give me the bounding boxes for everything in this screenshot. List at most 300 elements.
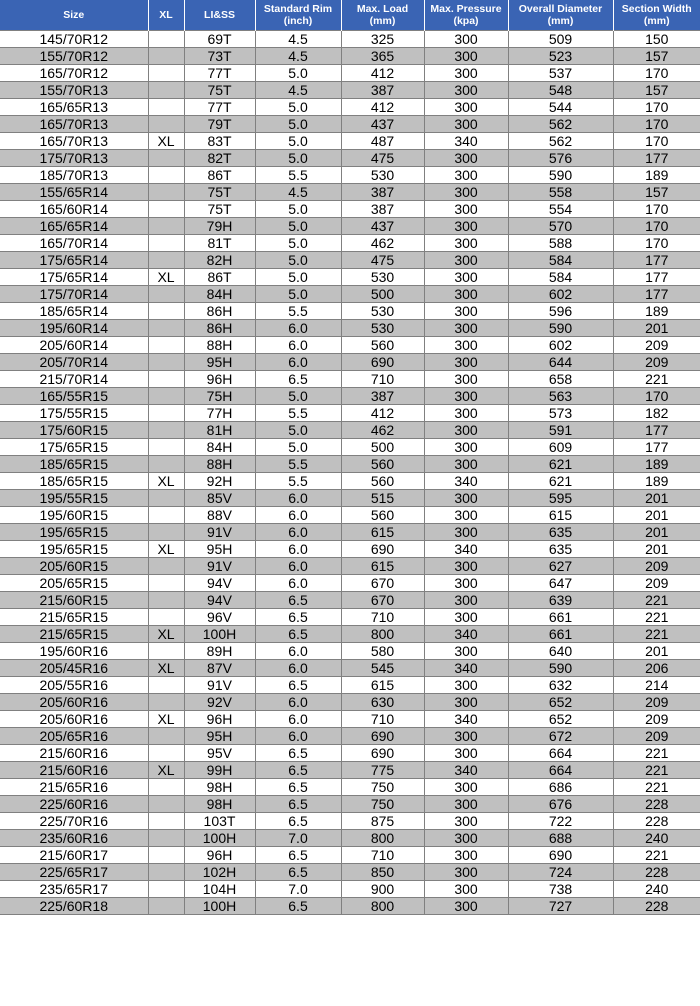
li-ss-cell: 69T — [184, 31, 255, 48]
size-cell: 145/70R12 — [0, 31, 148, 48]
pressure-cell: 340 — [424, 541, 508, 558]
rim-cell: 6.5 — [255, 677, 341, 694]
table-row — [0, 813, 700, 830]
xl-cell — [148, 99, 184, 116]
rim-cell: 4.5 — [255, 31, 341, 48]
rim-cell: 6.5 — [255, 813, 341, 830]
xl-cell — [148, 847, 184, 864]
table-row — [0, 405, 700, 422]
diameter-cell: 615 — [508, 507, 613, 524]
size-cell: 165/65R13 — [0, 99, 148, 116]
table-row — [0, 133, 700, 150]
load-cell: 412 — [341, 65, 424, 82]
pressure-cell: 300 — [424, 201, 508, 218]
rim-cell: 6.0 — [255, 507, 341, 524]
rim-cell: 4.5 — [255, 48, 341, 65]
load-cell: 560 — [341, 456, 424, 473]
load-cell: 412 — [341, 99, 424, 116]
pressure-cell: 300 — [424, 218, 508, 235]
size-cell: 215/70R14 — [0, 371, 148, 388]
li-ss-cell: 73T — [184, 48, 255, 65]
load-cell: 690 — [341, 541, 424, 558]
diameter-cell: 652 — [508, 694, 613, 711]
size-cell: 215/65R15 — [0, 609, 148, 626]
size-cell: 205/60R15 — [0, 558, 148, 575]
section-width-cell: 201 — [613, 524, 700, 541]
li-ss-cell: 79T — [184, 116, 255, 133]
load-cell: 500 — [341, 286, 424, 303]
diameter-cell: 621 — [508, 456, 613, 473]
size-cell: 215/60R17 — [0, 847, 148, 864]
load-cell: 545 — [341, 660, 424, 677]
diameter-cell: 722 — [508, 813, 613, 830]
rim-cell: 6.5 — [255, 745, 341, 762]
li-ss-cell: 82T — [184, 150, 255, 167]
pressure-cell: 300 — [424, 286, 508, 303]
size-cell: 215/60R16 — [0, 745, 148, 762]
size-cell: 205/55R16 — [0, 677, 148, 694]
load-cell: 670 — [341, 575, 424, 592]
size-cell: 185/65R15 — [0, 473, 148, 490]
load-cell: 615 — [341, 524, 424, 541]
xl-cell: XL — [148, 269, 184, 286]
rim-cell: 6.0 — [255, 711, 341, 728]
size-cell: 155/65R14 — [0, 184, 148, 201]
load-cell: 437 — [341, 218, 424, 235]
table-row — [0, 898, 700, 915]
load-cell: 800 — [341, 626, 424, 643]
pressure-cell: 300 — [424, 422, 508, 439]
table-row — [0, 473, 700, 490]
section-width-cell: 170 — [613, 235, 700, 252]
li-ss-cell: 104H — [184, 881, 255, 898]
table-row — [0, 65, 700, 82]
size-cell: 205/60R16 — [0, 694, 148, 711]
pressure-cell: 300 — [424, 337, 508, 354]
diameter-cell: 639 — [508, 592, 613, 609]
xl-cell — [148, 371, 184, 388]
section-width-cell: 177 — [613, 439, 700, 456]
size-cell: 225/60R16 — [0, 796, 148, 813]
xl-cell — [148, 796, 184, 813]
table-row — [0, 626, 700, 643]
xl-cell — [148, 218, 184, 235]
li-ss-cell: 92H — [184, 473, 255, 490]
section-width-cell: 209 — [613, 728, 700, 745]
table-row — [0, 456, 700, 473]
xl-cell — [148, 184, 184, 201]
section-width-cell: 228 — [613, 898, 700, 915]
rim-cell: 5.5 — [255, 167, 341, 184]
diameter-cell: 576 — [508, 150, 613, 167]
diameter-cell: 537 — [508, 65, 613, 82]
load-cell: 690 — [341, 745, 424, 762]
section-width-cell: 170 — [613, 388, 700, 405]
section-width-cell: 170 — [613, 99, 700, 116]
load-cell: 325 — [341, 31, 424, 48]
pressure-cell: 300 — [424, 813, 508, 830]
table-row — [0, 677, 700, 694]
table-row — [0, 694, 700, 711]
size-cell: 175/65R14 — [0, 269, 148, 286]
xl-cell — [148, 456, 184, 473]
section-width-cell: 206 — [613, 660, 700, 677]
pressure-cell: 300 — [424, 31, 508, 48]
table-row — [0, 320, 700, 337]
table-row — [0, 439, 700, 456]
size-cell: 215/60R15 — [0, 592, 148, 609]
table-row — [0, 830, 700, 847]
size-cell: 225/60R18 — [0, 898, 148, 915]
xl-cell — [148, 303, 184, 320]
table-row — [0, 286, 700, 303]
diameter-cell: 523 — [508, 48, 613, 65]
rim-cell: 6.5 — [255, 796, 341, 813]
li-ss-cell: 81T — [184, 235, 255, 252]
rim-cell: 6.5 — [255, 371, 341, 388]
section-width-cell: 177 — [613, 150, 700, 167]
li-ss-cell: 75T — [184, 184, 255, 201]
pressure-cell: 340 — [424, 660, 508, 677]
section-width-cell: 170 — [613, 133, 700, 150]
rim-cell: 5.0 — [255, 201, 341, 218]
table-row — [0, 592, 700, 609]
load-cell: 462 — [341, 422, 424, 439]
xl-cell — [148, 48, 184, 65]
li-ss-cell: 77H — [184, 405, 255, 422]
li-ss-cell: 89H — [184, 643, 255, 660]
load-cell: 560 — [341, 337, 424, 354]
table-row — [0, 490, 700, 507]
diameter-cell: 627 — [508, 558, 613, 575]
load-cell: 530 — [341, 269, 424, 286]
li-ss-cell: 86T — [184, 269, 255, 286]
diameter-cell: 595 — [508, 490, 613, 507]
pressure-cell: 300 — [424, 303, 508, 320]
load-cell: 850 — [341, 864, 424, 881]
table-row — [0, 660, 700, 677]
diameter-cell: 664 — [508, 745, 613, 762]
section-width-cell: 209 — [613, 354, 700, 371]
size-cell: 175/65R14 — [0, 252, 148, 269]
table-row — [0, 354, 700, 371]
section-width-cell: 189 — [613, 473, 700, 490]
xl-cell — [148, 422, 184, 439]
table-row — [0, 728, 700, 745]
rim-cell: 6.0 — [255, 558, 341, 575]
pressure-cell: 300 — [424, 592, 508, 609]
diameter-cell: 590 — [508, 660, 613, 677]
xl-cell — [148, 116, 184, 133]
xl-cell — [148, 575, 184, 592]
pressure-cell: 300 — [424, 864, 508, 881]
rim-cell: 5.0 — [255, 269, 341, 286]
load-cell: 475 — [341, 150, 424, 167]
rim-cell: 5.0 — [255, 116, 341, 133]
li-ss-cell: 94V — [184, 592, 255, 609]
table-row — [0, 303, 700, 320]
table-row — [0, 252, 700, 269]
li-ss-cell: 91V — [184, 524, 255, 541]
xl-cell: XL — [148, 626, 184, 643]
rim-cell: 5.0 — [255, 439, 341, 456]
table-row — [0, 558, 700, 575]
header-size: Size — [0, 0, 148, 31]
table-row — [0, 201, 700, 218]
load-cell: 710 — [341, 371, 424, 388]
section-width-cell: 201 — [613, 541, 700, 558]
diameter-cell: 661 — [508, 609, 613, 626]
pressure-cell: 300 — [424, 252, 508, 269]
rim-cell: 6.0 — [255, 643, 341, 660]
load-cell: 365 — [341, 48, 424, 65]
size-cell: 215/60R16 — [0, 762, 148, 779]
load-cell: 690 — [341, 354, 424, 371]
load-cell: 800 — [341, 898, 424, 915]
section-width-cell: 189 — [613, 456, 700, 473]
rim-cell: 5.5 — [255, 405, 341, 422]
xl-cell: XL — [148, 473, 184, 490]
rim-cell: 6.5 — [255, 609, 341, 626]
rim-cell: 5.0 — [255, 422, 341, 439]
load-cell: 800 — [341, 830, 424, 847]
section-width-cell: 189 — [613, 167, 700, 184]
table-row — [0, 116, 700, 133]
pressure-cell: 340 — [424, 762, 508, 779]
li-ss-cell: 91V — [184, 558, 255, 575]
li-ss-cell: 100H — [184, 830, 255, 847]
size-cell: 225/70R16 — [0, 813, 148, 830]
section-width-cell: 209 — [613, 558, 700, 575]
pressure-cell: 300 — [424, 898, 508, 915]
rim-cell: 6.0 — [255, 354, 341, 371]
li-ss-cell: 75H — [184, 388, 255, 405]
load-cell: 615 — [341, 558, 424, 575]
section-width-cell: 240 — [613, 830, 700, 847]
table-row — [0, 184, 700, 201]
diameter-cell: 644 — [508, 354, 613, 371]
xl-cell — [148, 337, 184, 354]
li-ss-cell: 99H — [184, 762, 255, 779]
size-cell: 155/70R12 — [0, 48, 148, 65]
load-cell: 710 — [341, 609, 424, 626]
xl-cell — [148, 490, 184, 507]
load-cell: 487 — [341, 133, 424, 150]
load-cell: 530 — [341, 303, 424, 320]
size-cell: 205/60R14 — [0, 337, 148, 354]
table-row — [0, 711, 700, 728]
xl-cell — [148, 252, 184, 269]
size-cell: 175/70R13 — [0, 150, 148, 167]
table-row — [0, 235, 700, 252]
section-width-cell: 157 — [613, 184, 700, 201]
section-width-cell: 150 — [613, 31, 700, 48]
pressure-cell: 300 — [424, 320, 508, 337]
section-width-cell: 157 — [613, 48, 700, 65]
pressure-cell: 300 — [424, 694, 508, 711]
diameter-cell: 554 — [508, 201, 613, 218]
section-width-cell: 209 — [613, 711, 700, 728]
pressure-cell: 300 — [424, 167, 508, 184]
rim-cell: 5.0 — [255, 252, 341, 269]
table-row — [0, 218, 700, 235]
rim-cell: 6.0 — [255, 337, 341, 354]
section-width-cell: 209 — [613, 575, 700, 592]
diameter-cell: 724 — [508, 864, 613, 881]
li-ss-cell: 98H — [184, 779, 255, 796]
section-width-cell: 221 — [613, 592, 700, 609]
xl-cell — [148, 881, 184, 898]
rim-cell: 5.5 — [255, 456, 341, 473]
li-ss-cell: 96H — [184, 711, 255, 728]
li-ss-cell: 75T — [184, 82, 255, 99]
xl-cell — [148, 864, 184, 881]
li-ss-cell: 95H — [184, 354, 255, 371]
xl-cell — [148, 201, 184, 218]
li-ss-cell: 103T — [184, 813, 255, 830]
li-ss-cell: 92V — [184, 694, 255, 711]
pressure-cell: 300 — [424, 779, 508, 796]
li-ss-cell: 82H — [184, 252, 255, 269]
diameter-cell: 602 — [508, 286, 613, 303]
load-cell: 670 — [341, 592, 424, 609]
pressure-cell: 300 — [424, 524, 508, 541]
pressure-cell: 340 — [424, 473, 508, 490]
li-ss-cell: 94V — [184, 575, 255, 592]
rim-cell: 7.0 — [255, 881, 341, 898]
rim-cell: 5.5 — [255, 303, 341, 320]
size-cell: 175/60R15 — [0, 422, 148, 439]
pressure-cell: 300 — [424, 388, 508, 405]
pressure-cell: 300 — [424, 558, 508, 575]
pressure-cell: 300 — [424, 99, 508, 116]
load-cell: 462 — [341, 235, 424, 252]
size-cell: 165/55R15 — [0, 388, 148, 405]
size-cell: 195/60R16 — [0, 643, 148, 660]
load-cell: 475 — [341, 252, 424, 269]
xl-cell — [148, 31, 184, 48]
load-cell: 875 — [341, 813, 424, 830]
section-width-cell: 240 — [613, 881, 700, 898]
pressure-cell: 300 — [424, 830, 508, 847]
section-width-cell: 177 — [613, 269, 700, 286]
rim-cell: 5.0 — [255, 133, 341, 150]
xl-cell — [148, 65, 184, 82]
pressure-cell: 300 — [424, 609, 508, 626]
size-cell: 195/65R15 — [0, 541, 148, 558]
section-width-cell: 228 — [613, 864, 700, 881]
diameter-cell: 509 — [508, 31, 613, 48]
li-ss-cell: 95H — [184, 728, 255, 745]
section-width-cell: 201 — [613, 490, 700, 507]
diameter-cell: 632 — [508, 677, 613, 694]
xl-cell — [148, 677, 184, 694]
rim-cell: 6.0 — [255, 490, 341, 507]
xl-cell: XL — [148, 711, 184, 728]
pressure-cell: 300 — [424, 184, 508, 201]
table-header — [0, 0, 700, 31]
load-cell: 580 — [341, 643, 424, 660]
xl-cell: XL — [148, 762, 184, 779]
rim-cell: 6.0 — [255, 320, 341, 337]
pressure-cell: 300 — [424, 82, 508, 99]
li-ss-cell: 95V — [184, 745, 255, 762]
header-li-ss: LI&SS — [184, 0, 255, 31]
diameter-cell: 652 — [508, 711, 613, 728]
rim-cell: 4.5 — [255, 184, 341, 201]
li-ss-cell: 95H — [184, 541, 255, 558]
li-ss-cell: 96V — [184, 609, 255, 626]
xl-cell — [148, 745, 184, 762]
xl-cell — [148, 898, 184, 915]
header-max-pressure: Max. Pressure (kpa) — [424, 0, 508, 31]
load-cell: 387 — [341, 184, 424, 201]
header-overall-diameter: Overall Diameter (mm) — [508, 0, 613, 31]
xl-cell — [148, 320, 184, 337]
xl-cell — [148, 405, 184, 422]
pressure-cell: 300 — [424, 150, 508, 167]
pressure-cell: 300 — [424, 745, 508, 762]
pressure-cell: 300 — [424, 677, 508, 694]
li-ss-cell: 86T — [184, 167, 255, 184]
rim-cell: 6.5 — [255, 592, 341, 609]
size-cell: 205/45R16 — [0, 660, 148, 677]
pressure-cell: 300 — [424, 354, 508, 371]
section-width-cell: 189 — [613, 303, 700, 320]
table-row — [0, 269, 700, 286]
rim-cell: 6.0 — [255, 660, 341, 677]
li-ss-cell: 86H — [184, 320, 255, 337]
diameter-cell: 727 — [508, 898, 613, 915]
li-ss-cell: 96H — [184, 371, 255, 388]
rim-cell: 6.5 — [255, 847, 341, 864]
diameter-cell: 676 — [508, 796, 613, 813]
load-cell: 710 — [341, 711, 424, 728]
diameter-cell: 647 — [508, 575, 613, 592]
table-row — [0, 524, 700, 541]
size-cell: 185/65R14 — [0, 303, 148, 320]
diameter-cell: 558 — [508, 184, 613, 201]
rim-cell: 5.0 — [255, 150, 341, 167]
section-width-cell: 221 — [613, 609, 700, 626]
pressure-cell: 340 — [424, 711, 508, 728]
size-cell: 205/65R16 — [0, 728, 148, 745]
rim-cell: 6.0 — [255, 575, 341, 592]
xl-cell — [148, 694, 184, 711]
diameter-cell: 661 — [508, 626, 613, 643]
section-width-cell: 221 — [613, 779, 700, 796]
xl-cell — [148, 830, 184, 847]
section-width-cell: 201 — [613, 643, 700, 660]
li-ss-cell: 88H — [184, 337, 255, 354]
pressure-cell: 300 — [424, 269, 508, 286]
rim-cell: 6.5 — [255, 626, 341, 643]
table-row — [0, 643, 700, 660]
load-cell: 387 — [341, 82, 424, 99]
section-width-cell: 177 — [613, 252, 700, 269]
size-cell: 185/65R15 — [0, 456, 148, 473]
li-ss-cell: 86H — [184, 303, 255, 320]
diameter-cell: 640 — [508, 643, 613, 660]
table-row — [0, 31, 700, 48]
pressure-cell: 340 — [424, 626, 508, 643]
diameter-cell: 544 — [508, 99, 613, 116]
size-cell: 175/65R15 — [0, 439, 148, 456]
table-row — [0, 422, 700, 439]
li-ss-cell: 87V — [184, 660, 255, 677]
table-row — [0, 388, 700, 405]
xl-cell: XL — [148, 133, 184, 150]
